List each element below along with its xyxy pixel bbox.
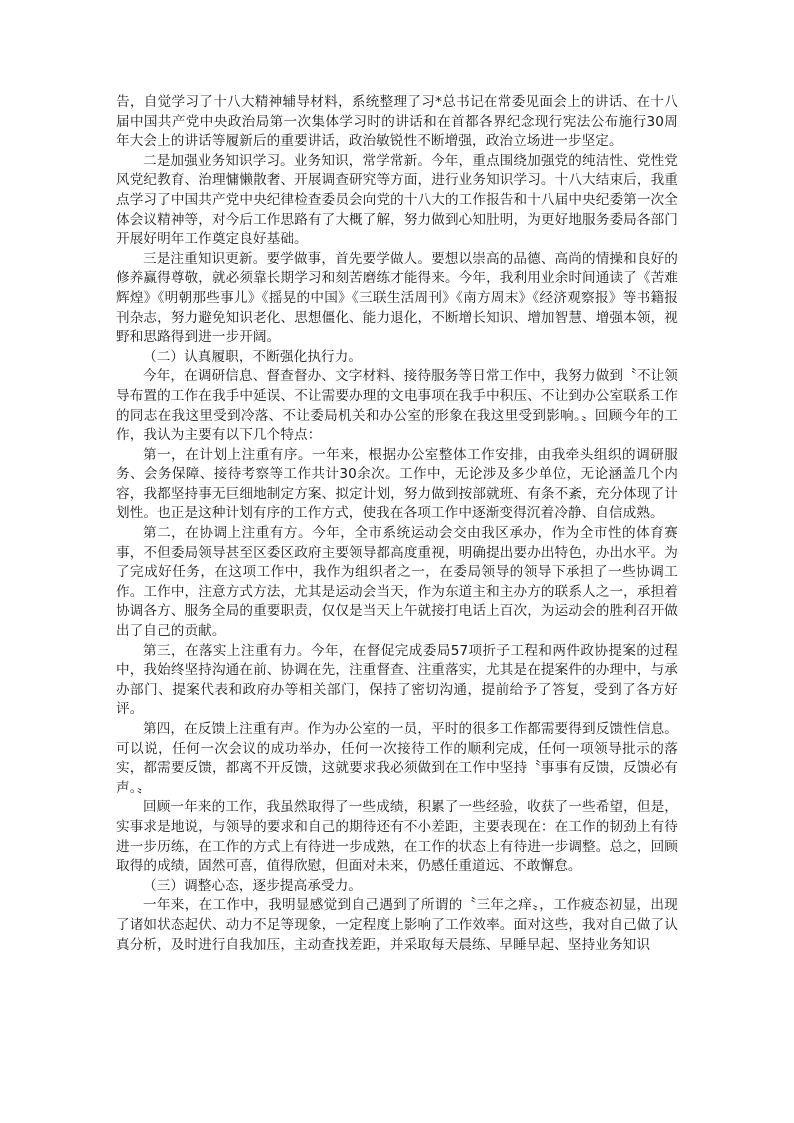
paragraph-9: 回顾一年来的工作，我虽然取得了一些成绩，积累了一些经验，收获了一些希望，但是，实事求是地说，与领导的要求和自己的期待还有不小差距，主要表现在：在工作的韧劲上有待进一步历练，在工作的方式上有待进一步成熟，在工作的状态上有待进一步调整。总之，回顾取得的成绩，固然可喜，值得欣慰，但面对未来，仍感任重道远、不敢懈怠。 bbox=[116, 799, 678, 875]
paragraph-6: 第二，在协调上注重有方。今年，全市系统运动会交由我区承办，作为全市性的体育赛事，不但委局领导甚至区委区政府主要领导都高度重视，明确提出要办出特色，办出水平。为了完成好任务，在这项工作中，我作为组织者之一，在委局领导的领导下承担了一些协调工作。工作中，注意方式方法，尤其是运动会当天，作为东道主和主办方的联系人之一，承担着协调各方、服务全局的重要职责，仅仅是当天上午就接打电话上百次，为运动会的胜利召开做出了自己的贡献。 bbox=[116, 525, 678, 640]
section-heading-3: （三）调整心态，逐步提高承受力。 bbox=[143, 877, 363, 894]
paragraph-7: 第三，在落实上注重有力。今年，在督促完成委局57项折子工程和两件政协提案的过程中，我始终坚持沟通在前、协调在先，注重督查、注重落实，尤其是在提案件的办理中，与承办部门、提案代表和政府办等相关部门，保持了密切沟通，提前给予了答复，受到了各方好评。 bbox=[116, 642, 678, 718]
section-heading-2: （二）认真履职，不断强化执行力。 bbox=[143, 348, 363, 365]
paragraph-8: 第四，在反馈上注重有声。作为办公室的一员，平时的很多工作都需要得到反馈性信息。可以说，任何一次会议的成功举办，任何一次接待工作的顺利完成，任何一项领导批示的落实，都需要反馈，都离不开反馈，这就要求我必须做到在工作中坚持〝事事有反馈，反馈必有声。〟 bbox=[116, 721, 678, 796]
paragraph-4: 今年，在调研信息、督查督办、文字材料、接待服务等日常工作中，我努力做到〝不让领导布置的工作在我手中延误、不让需要办理的文电事项在我手中积压、不让到办公室联系工作的同志在我这里受到冷落、不让委局机关和办公室的形象在我这里受到影响。〟回顾今年的工作，我认为主要有以下几个特点： bbox=[116, 368, 678, 444]
paragraph-10: 一年来，在工作中，我明显感觉到自己遇到了所谓的〝三年之痒〟，工作疲态初显，出现了诸如状态起伏、动力不足等现象，一定程度上影响了工作效率。面对这些，我对自己做了认真分析，及时进行自我加压，主动查找差距，并采取每天晨练、早睡早起、坚持业务知识 bbox=[116, 897, 678, 953]
paragraph-3: 三是注重知识更新。要学做事，首先要学做人。要想以崇高的品德、高尚的情操和良好的修养赢得尊敬，就必须靠长期学习和刻苦磨练才能得来。今年，我利用业余时间通读了《苦难辉煌》《明朝那些事儿》《摇晃的中国》《三联生活周刊》《南方周末》《经济观察报》等书籍报刊杂志，努力避免知识老化、思想僵化、能力退化，不断增长知识、增加智慧、增强本领，视野和思路得到进一步开阔。 bbox=[116, 250, 678, 346]
paragraph-2: 二是加强业务知识学习。业务知识，常学常新。今年，重点围绕加强党的纯洁性、党性党风党纪教育、治理慵懒散奢、开展调查研究等方面，进行业务知识学习。十八大结束后，我重点学习了中国共产党中央纪律检查委员会向党的十八大的工作报告和十八届中央纪委第一次全体会议精神等，对今后工作思路有了大概了解，努力做到心知肚明，为更好地服务委局各部门开展好明年工作奠定良好基础。 bbox=[116, 152, 678, 248]
document-page bbox=[116, 93, 678, 955]
paragraph-1: 告，自觉学习了十八大精神辅导材料，系统整理了习*总书记在常委见面会上的讲话、在十八届中国共产党中央政治局第一次集体学习时的讲话和在首都各界纪念现行宪法公布施行30周年大会上的讲话等履新后的重要讲话，政治敏锐性不断增强，政治立场进一步坚定。 bbox=[116, 94, 678, 150]
paragraph-5: 第一，在计划上注重有序。一年来，根据办公室整体工作安排，由我牵头组织的调研服务、会务保障、接待考察等工作共计30余次。工作中，无论涉及多少单位，无论涵盖几个内容，我都坚持事无巨细地制定方案、拟定计划，努力做到按部就班、有条不紊，充分体现了计划性。也正是这种计划有序的工作方式，使我在各项工作中逐渐变得沉着冷静、自信成熟。 bbox=[116, 446, 678, 522]
